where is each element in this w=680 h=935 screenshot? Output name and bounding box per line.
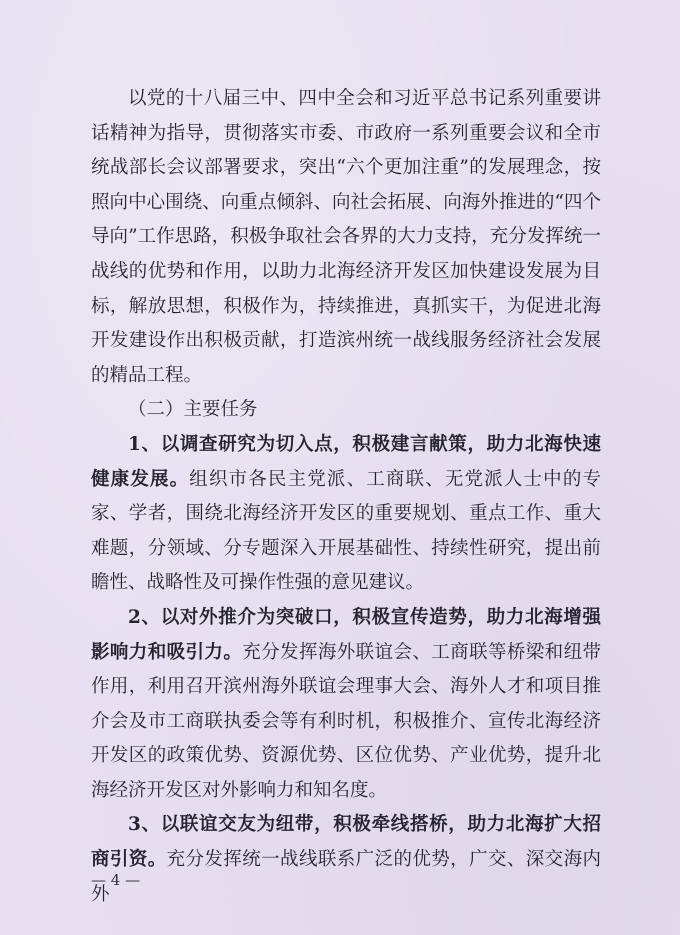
task-3-title: 3、以联谊交友为纽带，积极牵线搭桥，助力北海扩大招商引资。 xyxy=(91,814,601,871)
page-number: — 4 — xyxy=(91,871,141,889)
task-2-text: 充分发挥海外联谊会、工商联等桥梁和纽带作用，利用召开滨州海外联谊会理事大会、海外人才和项目推介会及市工商联执委会等有利时机，积极推介、宣传北海经济开发区的政策优势、资源优势、区位优势、产业优势，提升北海经济开发区对外影响力和知名度。 xyxy=(91,641,601,801)
document-body xyxy=(91,82,601,912)
paragraph-guiding-ideology: 以党的十八届三中、四中全会和习近平总书记系列重要讲话精神为指导，贯彻落实市委、市政府一系列重要会议和全市统战部长会议部署要求，突出“六个更加注重”的发展理念，按照向中心围绕、向重点倾斜、向社会拓展、向海外推进的“四个导向”工作思路，积极争取社会各界的大力支持，充分发挥统一战线的优势和作用，以助力北海经济开发区加快建设发展为目标，解放思想，积极作为，持续推进，真抓实干，为促进北海开发建设作出积极贡献，打造滨州统一战线服务经济社会发展的精品工程。 xyxy=(91,88,601,386)
section-heading-main-tasks: （二）主要任务 xyxy=(128,399,258,421)
task-3-text: 充分发挥统一战线联系广泛的优势，广交、深交海内外 xyxy=(91,849,601,905)
task-3-paragraph xyxy=(91,808,601,912)
task-1-text: 组织市各民主党派、工商联、无党派人士中的专家、学者，围绕北海经济开发区的重要规划、重点工作、重大难题，分领域、分专题深入开展基础性、持续性研究，提出前瞻性、战略性及可操作性强的意见建议。 xyxy=(91,468,601,594)
task-1-title: 1、以调查研究为切入点，积极建言献策，助力北海快速健康发展。 xyxy=(91,433,601,490)
task-2-paragraph xyxy=(91,601,601,809)
task-2-title: 2、以对外推介为突破口，积极宣传造势，助力北海增强影响力和吸引力。 xyxy=(91,606,601,663)
task-1-paragraph xyxy=(91,428,601,601)
